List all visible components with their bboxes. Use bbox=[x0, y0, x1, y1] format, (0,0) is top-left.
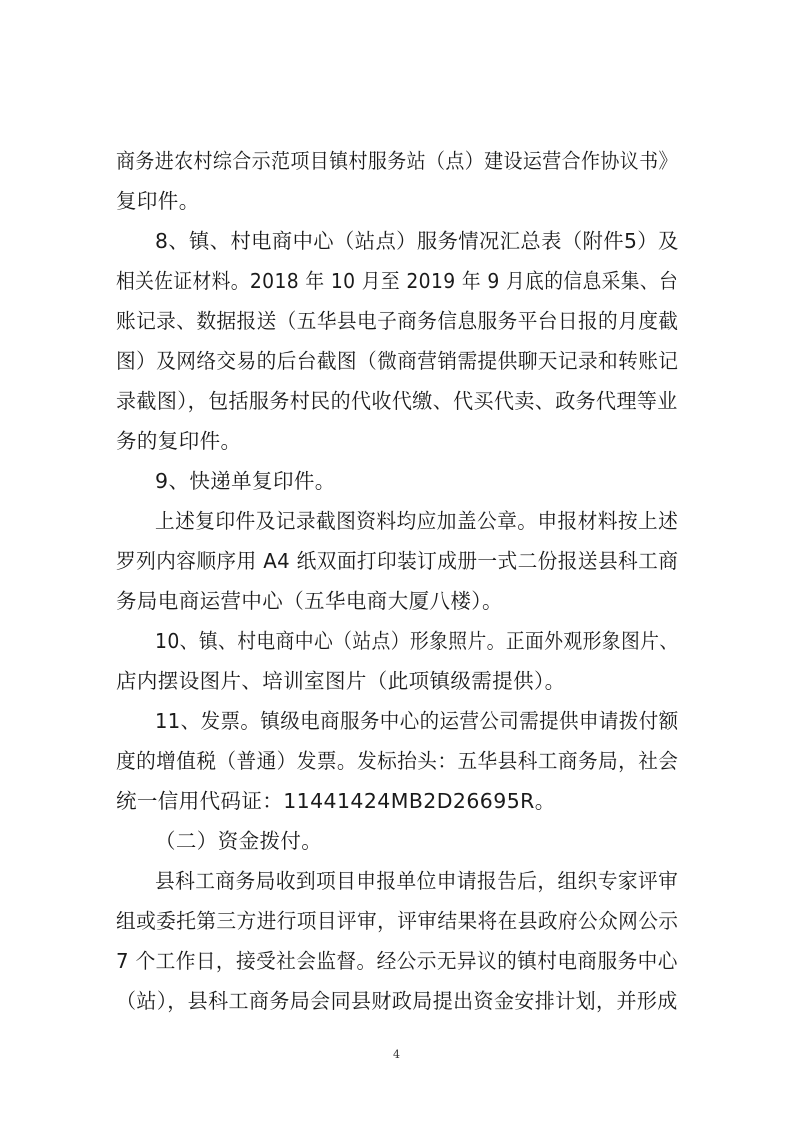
text-line: 7 个工作日，接受社会监督。经公示无异议的镇村电商服务中心 bbox=[116, 949, 678, 973]
text-line: 相关佐证材料。2018 年 10 月至 2019 年 9 月底的信息采集、台 bbox=[116, 269, 679, 293]
text-line: 务局电商运营中心（五华电商大厦八楼）。 bbox=[116, 589, 503, 613]
page-number: 4 bbox=[393, 1048, 400, 1061]
text-line: （站），县科工商务局会同县财政局提出资金安排计划，并形成 bbox=[116, 989, 678, 1013]
text-line: 复印件。 bbox=[116, 189, 200, 213]
text-line: 账记录、数据报送（五华县电子商务信息服务平台日报的月度截 bbox=[116, 309, 679, 333]
text-line: 图）及网络交易的后台截图（微商营销需提供聊天记录和转账记 bbox=[116, 349, 679, 373]
text-line: 10、镇、村电商中心（站点）形象照片。正面外观形象图片、 bbox=[155, 629, 679, 653]
text-line: 罗列内容顺序用 A4 纸双面打印装订成册一式二份报送县科工商 bbox=[116, 549, 679, 573]
text-line: 统一信用代码证：11441424MB2D26695R。 bbox=[116, 789, 556, 813]
text-line: 组或委托第三方进行项目评审，评审结果将在县政府公众网公示 bbox=[116, 909, 679, 933]
text-line: 店内摆设图片、培训室图片（此项镇级需提供）。 bbox=[116, 669, 566, 693]
text-line: 8、镇、村电商中心（站点）服务情况汇总表（附件5）及 bbox=[155, 229, 679, 253]
text-line: 上述复印件及记录截图资料均应加盖公章。申报材料按上述 bbox=[155, 509, 679, 533]
text-line: 11、发票。镇级电商服务中心的运营公司需提供申请拨付额 bbox=[155, 709, 679, 733]
text-line: 9、快递单复印件。 bbox=[155, 469, 336, 493]
text-line: 县科工商务局收到项目申报单位申请报告后，组织专家评审 bbox=[155, 869, 679, 893]
text-line: 务的复印件。 bbox=[116, 429, 242, 453]
text-line: 录截图），包括服务村民的代收代缴、代买代卖、政务代理等业 bbox=[116, 389, 678, 413]
text-line: 度的增值税（普通）发票。发标抬头：五华县科工商务局，社会 bbox=[116, 749, 679, 773]
section-heading: （二）资金拨付。 bbox=[155, 829, 323, 853]
text-line: 商务进农村综合示范项目镇村服务站（点）建设运营合作协议书》 bbox=[116, 149, 678, 173]
